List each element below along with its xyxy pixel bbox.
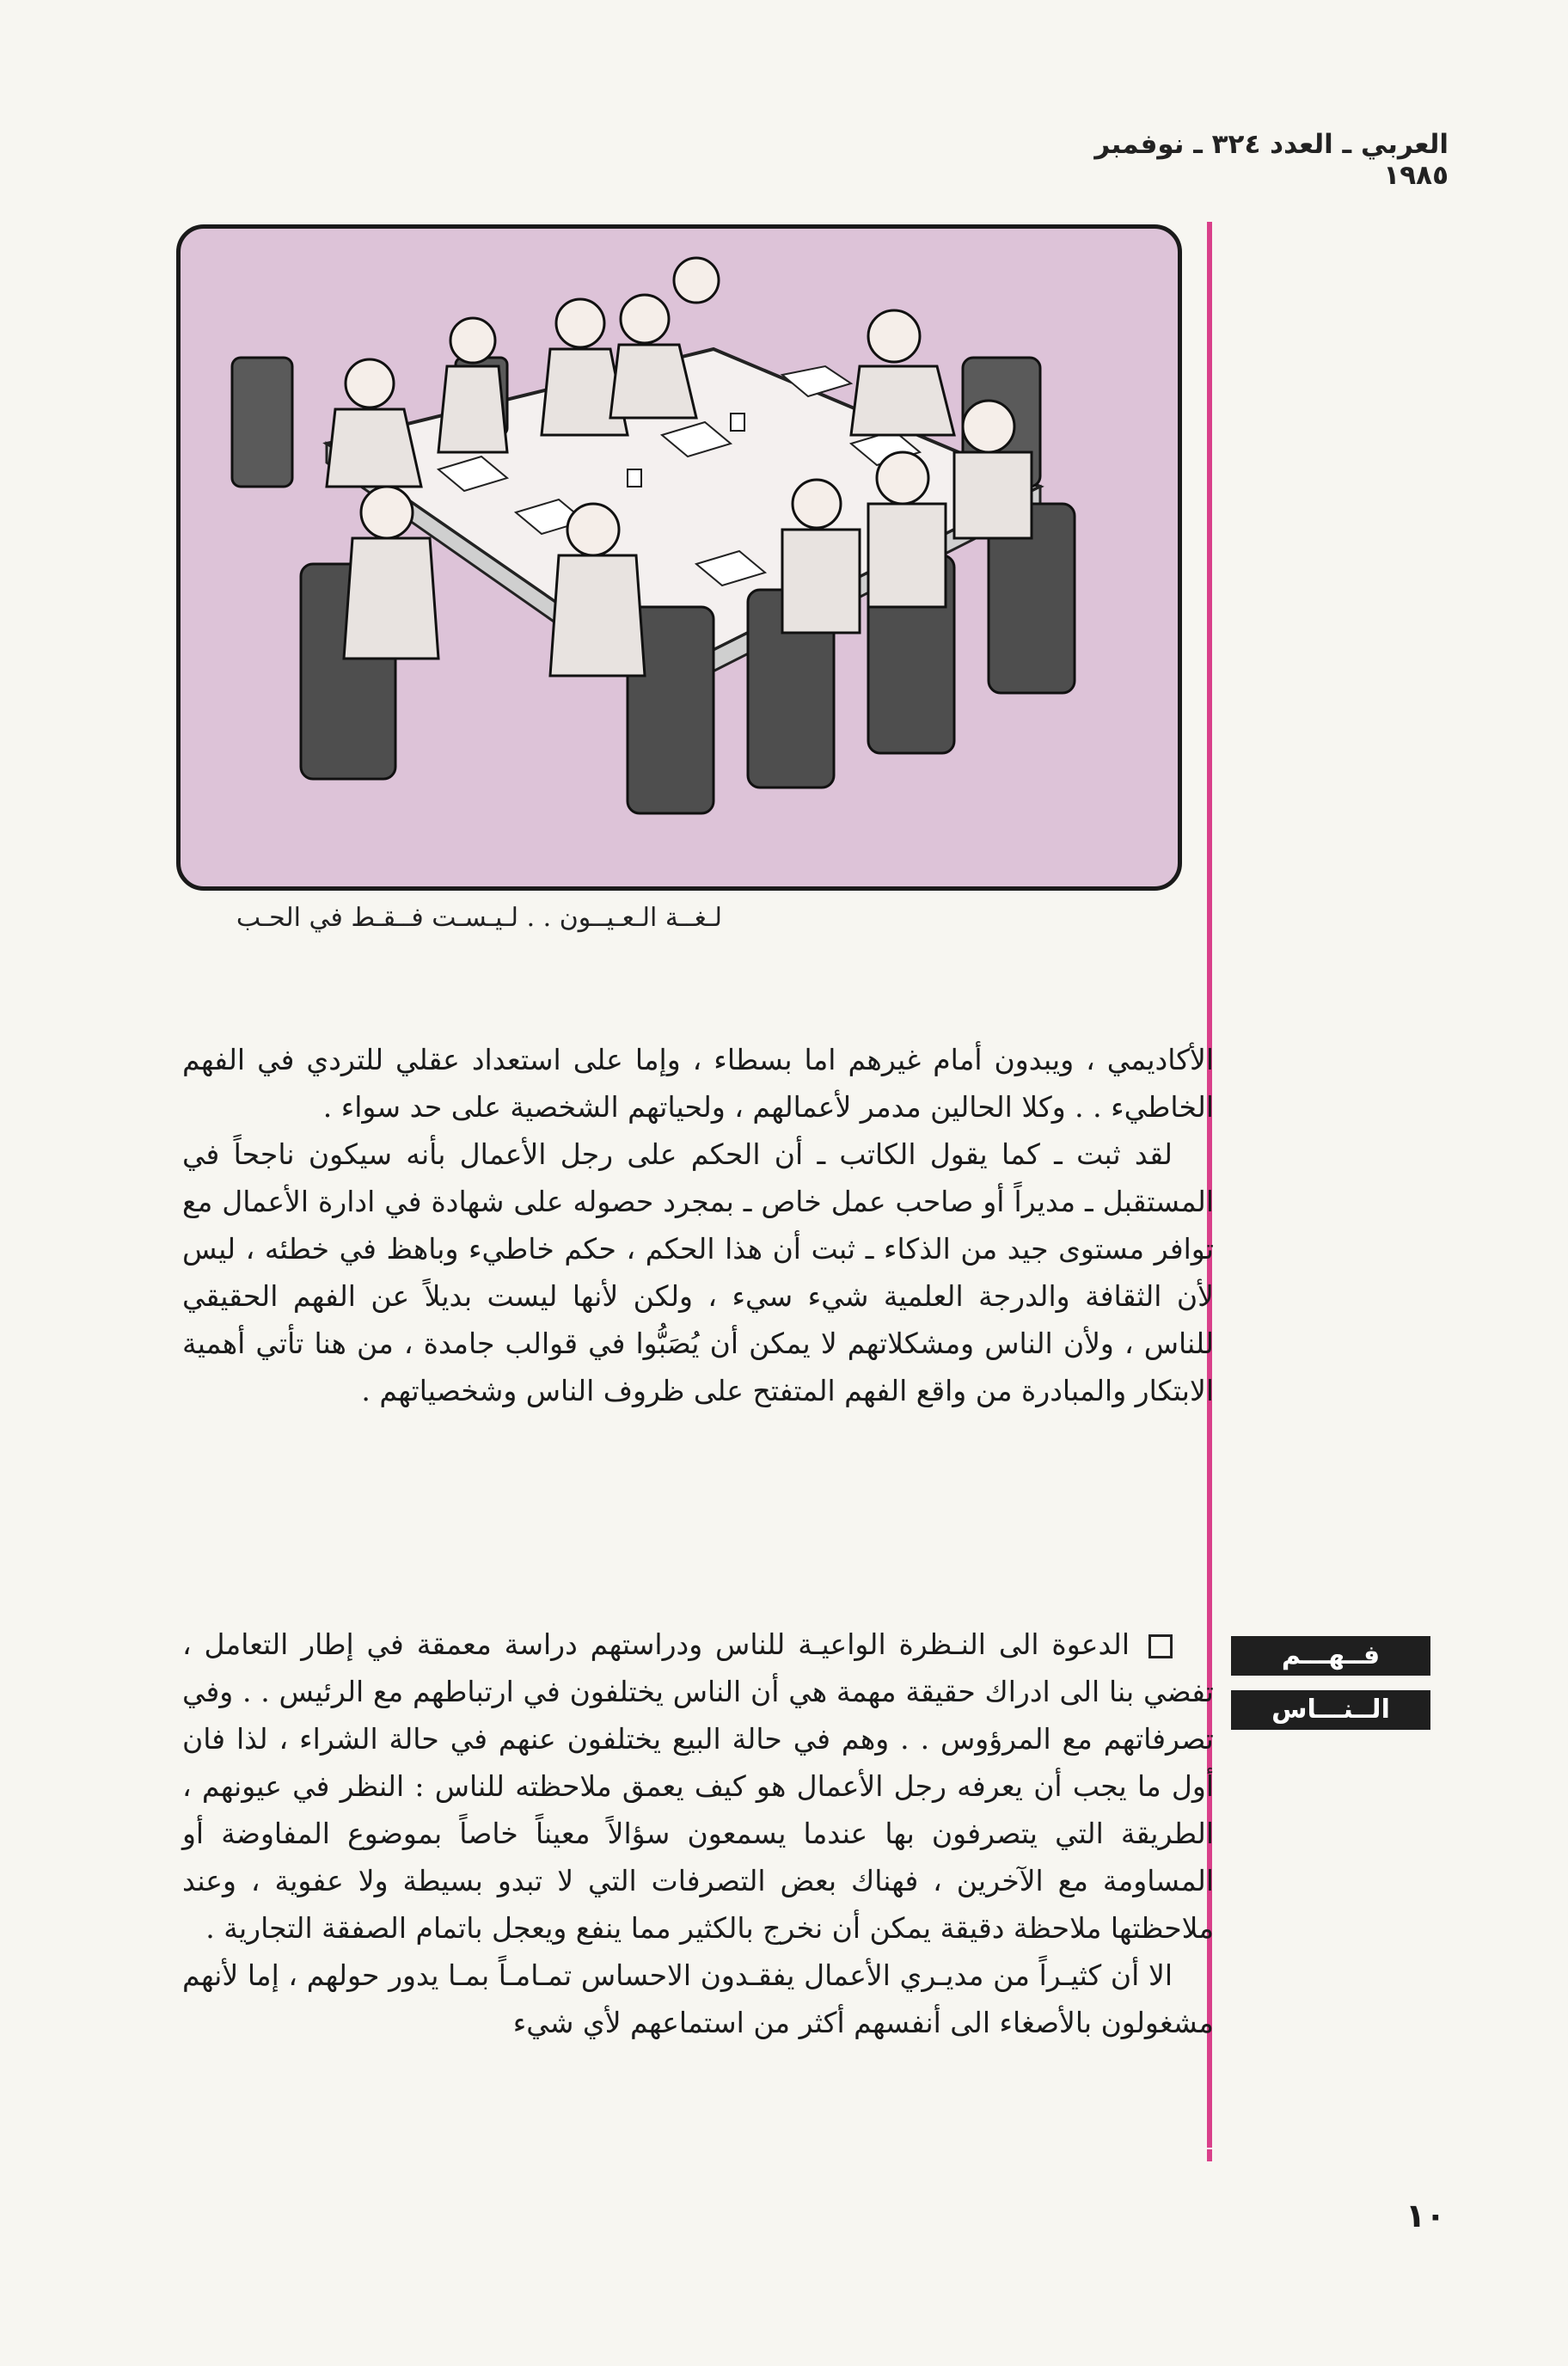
section-label-line2: الــنـــاس bbox=[1231, 1690, 1430, 1730]
paragraph: الا أن كثيـراً من مديـري الأعمال يفقـدون الاحساس تمـامـاً بمـا يدور حولهم ، إما لأنهم مشغولون بالأصغاء الى أنفسهم أكثر من استماعهم لأي شيء bbox=[182, 1958, 1214, 2039]
illustration-caption: لـغــة الـعـيــون . . لـيـسـت فــقـط في الحـب bbox=[236, 903, 722, 933]
paragraph: لقد ثبت ـ كما يقول الكاتب ـ أن الحكم على رجل الأعمال بأنه سيكون ناجحاً في المستقبل ـ مديراً أو صاحب عمل خاص ـ بمجرد حصوله على شهادة في ادارة الأعمال مع توافر مستوى جيد من الذكاء ـ ثبت أن هذا الحكم ، حكم خاطيء وباهظ في خطئه ، ليس لأن الثقافة والدرجة العلمية شيء سيء ، ولكن لأنها ليست بديلاً عن الفهم الحقيقي للناس ، ولأن الناس ومشكلاتهم لا يمكن أن يُصَبُّوا في قوالب جامدة ، من هنا تأتي أهمية الابتكار والمبادرة من واقع الفهم المتفتح على ظروف الناس وشخصياتهم . bbox=[182, 1137, 1214, 1407]
meeting-cartoon bbox=[181, 229, 1178, 886]
cartoon-illustration bbox=[176, 224, 1182, 891]
paragraph: الأكاديمي ، ويبدون أمام غيرهم اما بسطاء ، وإما على استعداد عقلي للتردي في الفهم الخاطيء . . وكلا الحالين مدمر لأعمالهم ، ولحياتهم الشخصية على حد سواء . bbox=[182, 1043, 1214, 1124]
paragraph-text: الدعوة الى النـظرة الواعيـة للناس ودراستهم دراسة معمقة في إطار التعامل ، تفضي بنا الى ادراك حقيقة مهمة هي أن الناس يختلفون في ارتباطهم مع الرئيس . . وفي تصرفاتهم مع المرؤوس . . وهم في حالة البيع يختلفون عنهم في حالة الشراء ، لذا فان أول ما يجب أن يعرفه رجل الأعمال هو كيف يعمق ملاحظته للناس : النظر في عيونهم ، الطريقة التي يتصرفون بها عندما يسمعون سؤالاً معيناً خاصاً بموضوع المفاوضة أو المساومة مع الآخرين ، فهناك بعض التصرفات التي لا تبدو بسيطة ولا عفوية ، وعند ملاحظتها ملاحظة دقيقة يمكن أن نخرج بالكثير مما ينفع ويعجل باتمام الصفقة التجارية . bbox=[182, 1627, 1214, 1945]
page-header: العربي ـ العدد ٣٢٤ ـ نوفمبر ١٩٨٥ bbox=[1094, 129, 1449, 191]
article-block-1 bbox=[182, 1036, 1214, 1414]
page-number: ١٠ bbox=[1406, 2197, 1446, 2234]
paragraph-with-box bbox=[182, 1621, 1214, 1952]
square-bullet-icon bbox=[1148, 1634, 1173, 1658]
pink-rule-end bbox=[1207, 2149, 1212, 2161]
article-block-2 bbox=[182, 1621, 1214, 2046]
section-label-line1: فــهـــم bbox=[1231, 1636, 1430, 1676]
